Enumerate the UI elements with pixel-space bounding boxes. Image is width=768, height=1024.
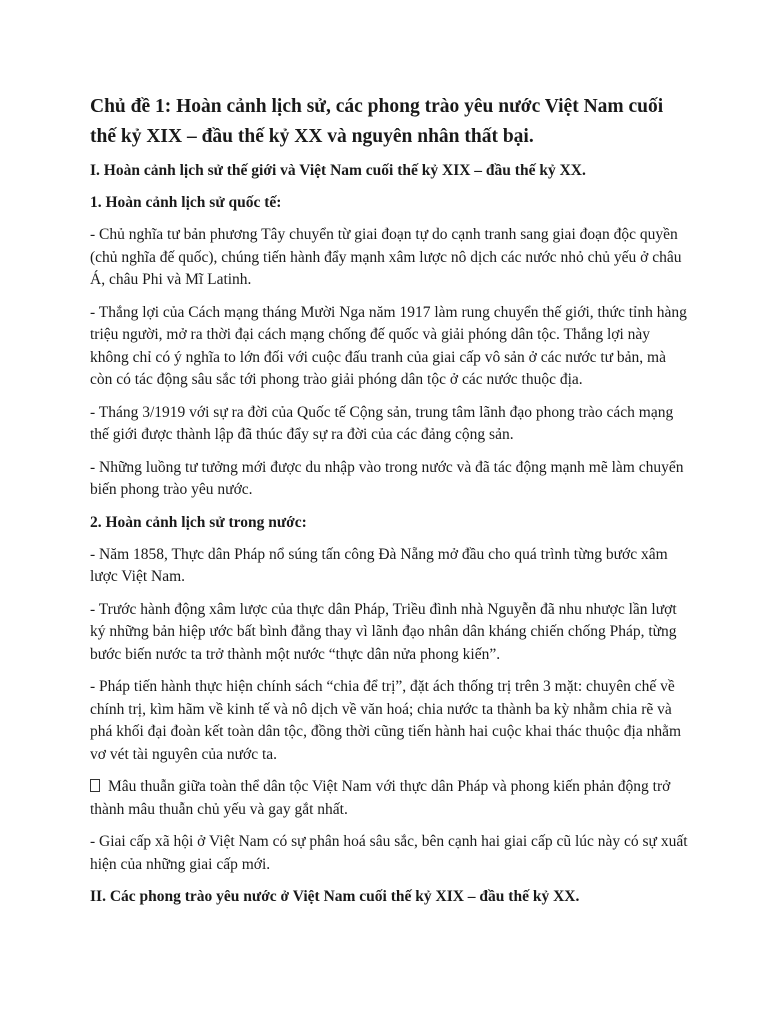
document-title: Chủ đề 1: Hoàn cảnh lịch sử, các phong trào yêu nước Việt Nam cuối thế kỷ XIX – đầu thế kỷ XX và nguyên nhân thất bại. xyxy=(90,96,664,147)
subsection-2-heading: 2. Hoàn cảnh lịch sử trong nước: xyxy=(90,513,307,531)
paragraph: - Trước hành động xâm lược của thực dân Pháp, Triều đình nhà Nguyễn đã nhu nhược lần lượt ký những bản hiệp ước bất bình đẳng thay vì lãnh đạo nhân dân kháng chiến chống Pháp, từng bước biến nước ta trở thành một nước “thực dân nửa phong kiến”. xyxy=(90,600,677,663)
paragraph: - Tháng 3/1919 với sự ra đời của Quốc tế Cộng sản, trung tâm lãnh đạo phong trào cách mạng thế giới được thành lập đã thúc đẩy sự ra đời của các đảng cộng sản. xyxy=(90,403,674,443)
paragraph: - Thắng lợi của Cách mạng tháng Mười Nga năm 1917 làm rung chuyển thế giới, thức tỉnh hàng triệu người, mở ra thời đại cách mạng chống đế quốc và giải phóng dân tộc. Thắng lợi này không chỉ có ý nghĩa to lớn đối với cuộc đấu tranh của giai cấp vô sản ở các nước tư bản, mà còn có tác động sâu sắc tới phong trào giải phóng dân tộc ở các nước thuộc địa. xyxy=(90,303,687,388)
section-2-heading: II. Các phong trào yêu nước ở Việt Nam cuối thế kỷ XIX – đầu thế kỷ XX. xyxy=(90,888,580,905)
note-paragraph xyxy=(90,776,690,821)
subsection-1-heading: 1. Hoàn cảnh lịch sử quốc tế: xyxy=(90,194,282,211)
section-1-heading: I. Hoàn cảnh lịch sử thế giới và Việt Nam cuối thế kỷ XIX – đầu thế kỷ XX. xyxy=(90,162,586,179)
paragraph: - Những luồng tư tưởng mới được du nhập vào trong nước và đã tác động mạnh mẽ làm chuyển biến phong trào yêu nước. xyxy=(90,458,684,498)
missing-glyph-icon xyxy=(90,779,100,792)
paragraph: - Chủ nghĩa tư bản phương Tây chuyển từ giai đoạn tự do cạnh tranh sang giai đoạn độc quyền (chủ nghĩa đế quốc), chúng tiến hành đẩy mạnh xâm lược nô dịch các nước nhỏ chủ yếu ở châu Á, châu Phi và Mĩ Latinh. xyxy=(90,226,682,288)
note-text: Mâu thuẫn giữa toàn thể dân tộc Việt Nam với thực dân Pháp và phong kiến phản động trở thành mâu thuẫn chủ yếu và gay gắt nhất. xyxy=(90,778,671,818)
document-page xyxy=(90,92,690,918)
paragraph: - Năm 1858, Thực dân Pháp nổ súng tấn công Đà Nẵng mở đầu cho quá trình từng bước xâm lược Việt Nam. xyxy=(90,545,668,585)
paragraph: - Giai cấp xã hội ở Việt Nam có sự phân hoá sâu sắc, bên cạnh hai giai cấp cũ lúc này có sự xuất hiện của những giai cấp mới. xyxy=(90,833,688,873)
paragraph: - Pháp tiến hành thực hiện chính sách “chia để trị”, đặt ách thống trị trên 3 mặt: chuyên chế về chính trị, kìm hãm về kinh tế và nô dịch về văn hoá; chia nước ta thành ba kỳ nhằm chia rẽ và phá khối đại đoàn kết toàn dân tộc, đồng thời cũng tiến hành hai cuộc khai thác thuộc địa nhằm vơ vét tài nguyên của nước ta. xyxy=(90,678,682,763)
